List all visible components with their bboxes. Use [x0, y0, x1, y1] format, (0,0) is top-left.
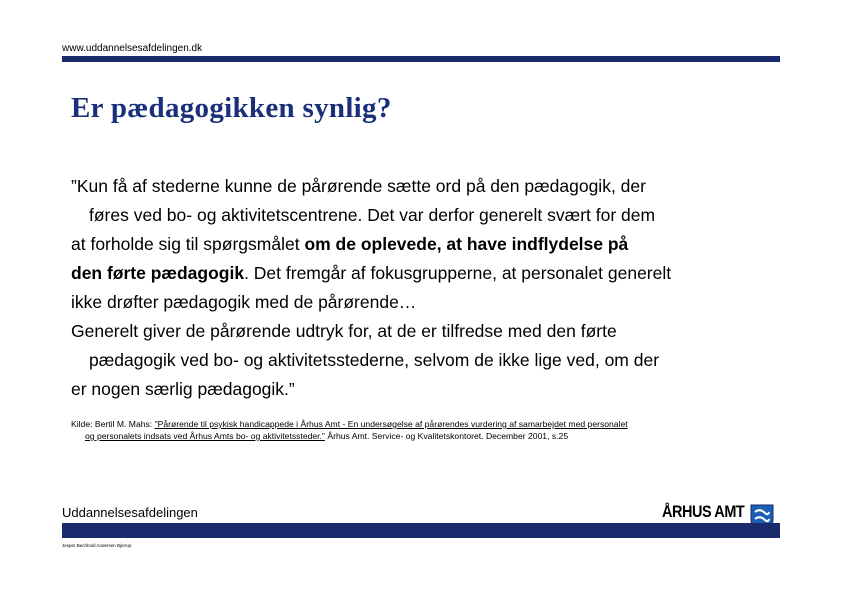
- quote-emphasis: den førte pædagogik: [71, 263, 245, 283]
- footer-author: Jesper Bechhold Andersen Bjerrup: [62, 543, 132, 548]
- top-divider-bar: [62, 56, 780, 62]
- quote-line: ikke drøfter pædagogik med de pårørende…: [71, 292, 417, 312]
- quote-text: . Det fremgår af fokusgrupperne, at personalet generelt: [244, 263, 672, 283]
- quote-body: [71, 172, 771, 404]
- quote-line: føres ved bo- og aktivitetscentrene. Det var derfor generelt svært for dem: [89, 205, 656, 225]
- quote-line: er nogen særlig pædagogik.”: [71, 379, 295, 399]
- quote-text: at forholde sig til spørgsmålet: [71, 234, 305, 254]
- logo-wordmark: ÅRHUS AMT: [662, 502, 745, 521]
- source-link[interactable]: "Pårørende til psykisk handicappede i Århus Amt - En undersøgelse af pårørendes vurdering af samarbejdet med personalet: [154, 419, 628, 429]
- slide-title: Er pædagogikken synlig?: [71, 92, 392, 124]
- quote-line: ”Kun få af stederne kunne de pårørende sætte ord på den pædagogik, der: [71, 176, 646, 196]
- source-line-1: [71, 418, 771, 430]
- quote-line: Generelt giver de pårørende udtryk for, at de er tilfredse med den førte: [71, 321, 617, 341]
- quote-line: [71, 230, 771, 259]
- source-prefix: Kilde: Bertil M. Mahs:: [71, 419, 155, 429]
- quote-line: pædagogik ved bo- og aktivitetsstederne, selvom de ikke lige ved, om der: [89, 350, 660, 370]
- source-suffix: Århus Amt. Service- og Kvalitetskontoret. December 2001, s.25: [324, 431, 569, 441]
- source-line-2: [71, 430, 771, 442]
- footer-department-label: Uddannelsesafdelingen: [62, 505, 198, 520]
- source-link[interactable]: og personalets indsats ved Århus Amts bo- og aktivitetssteder.": [85, 431, 325, 441]
- header-url: www.uddannelsesafdelingen.dk: [62, 43, 203, 54]
- bottom-divider-bar: [62, 523, 780, 538]
- quote-emphasis: om de oplevede, at have indflydelse på: [304, 234, 629, 254]
- source-citation: [71, 418, 771, 442]
- quote-line: [71, 259, 771, 288]
